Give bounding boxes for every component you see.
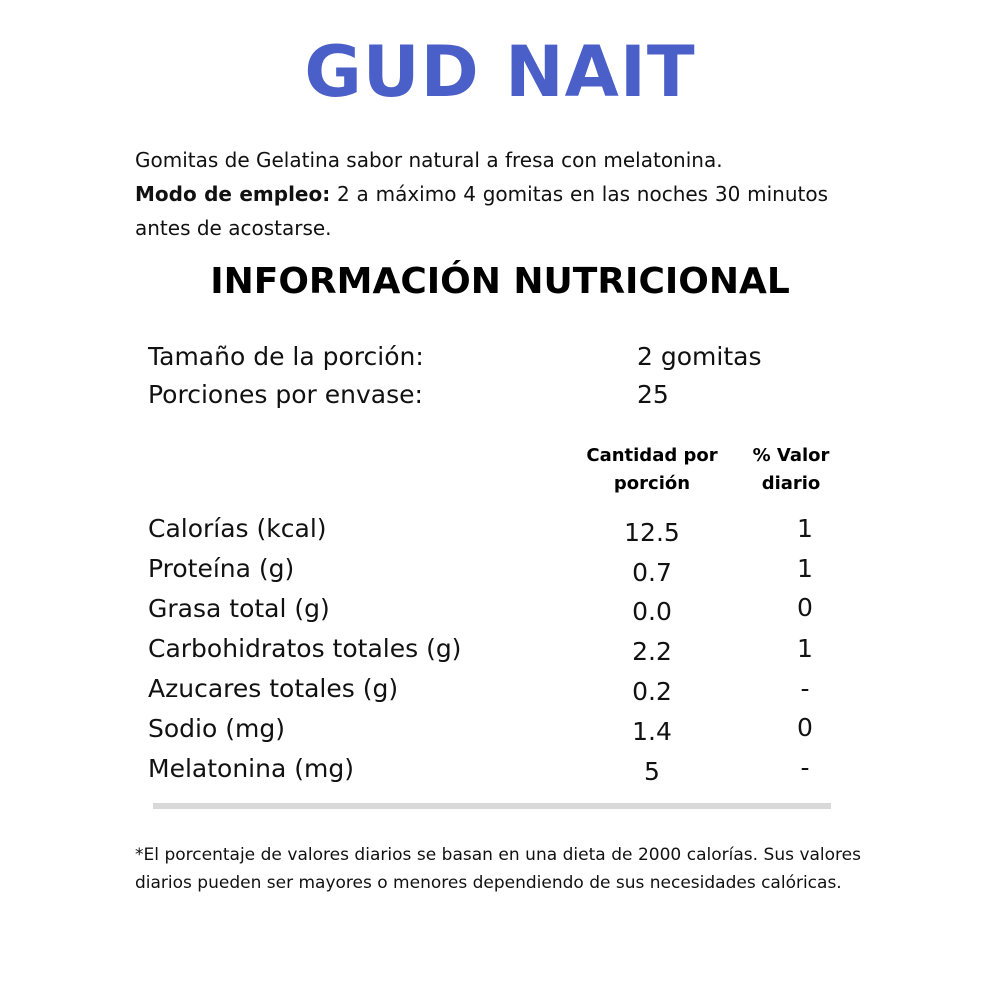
product-description: Gomitas de Gelatina sabor natural a fresa con melatonina.	[135, 148, 723, 172]
amount-column-header	[575, 442, 729, 498]
nutrient-row-calories-dv: 1	[797, 514, 813, 543]
serving-size-label: Tamaño de la porción:	[148, 342, 424, 371]
nutrient-row-sodium-amount: 1.4	[632, 717, 672, 746]
dv-header-line2: diario	[761, 473, 821, 494]
table-divider	[153, 803, 831, 809]
amount-header-line2: porción	[613, 473, 691, 494]
nutrient-row-carbs-amount: 2.2	[632, 637, 672, 666]
nutrient-row-protein-amount: 0.7	[632, 558, 672, 587]
nutrient-row-melatonin-label: Melatonina (mg)	[148, 754, 354, 783]
daily-value-column-header	[735, 442, 847, 498]
amount-header-line1: Cantidad por	[586, 445, 718, 466]
nutrient-row-carbs-dv: 1	[797, 634, 813, 663]
nutrient-row-melatonin-dv: -	[800, 753, 810, 782]
nutrient-row-sodium-dv: 0	[797, 713, 813, 742]
nutrient-row-sugars-amount: 0.2	[632, 677, 672, 706]
servings-per-container-value: 25	[637, 380, 669, 409]
product-intro	[135, 143, 828, 245]
nutrition-heading: INFORMACIÓN NUTRICIONAL	[210, 261, 790, 302]
nutrient-row-melatonin-amount: 5	[644, 757, 660, 786]
nutrient-row-fat-label: Grasa total (g)	[148, 594, 330, 623]
nutrient-row-calories-label: Calorías (kcal)	[148, 514, 327, 543]
usage-text: 2 a máximo 4 gomitas en las noches 30 minutos antes de acostarse.	[135, 182, 829, 240]
serving-size-value: 2 gomitas	[637, 342, 762, 371]
dv-header-line1: % Valor	[752, 445, 830, 466]
nutrient-row-sugars-dv: -	[800, 674, 810, 703]
usage-instructions	[135, 177, 828, 245]
nutrient-row-calories-amount: 12.5	[624, 518, 680, 547]
nutrient-row-sodium-label: Sodio (mg)	[148, 714, 285, 743]
nutrient-row-sugars-label: Azucares totales (g)	[148, 674, 399, 703]
nutrient-row-carbs-label: Carbohidratos totales (g)	[148, 634, 462, 663]
nutrient-row-protein-dv: 1	[797, 554, 813, 583]
footnote: *El porcentaje de valores diarios se basan en una dieta de 2000 calorías. Sus valores diarios pueden ser mayores o menores dependiendo de sus necesidades calóricas.	[135, 845, 861, 893]
nutrient-row-fat-dv: 0	[797, 593, 813, 622]
nutrient-row-protein-label: Proteína (g)	[148, 554, 295, 583]
brand-title: GUD NAIT	[304, 31, 696, 113]
usage-label: Modo de empleo:	[135, 182, 331, 206]
servings-per-container-label: Porciones por envase:	[148, 380, 423, 409]
nutrient-row-fat-amount: 0.0	[632, 597, 672, 626]
